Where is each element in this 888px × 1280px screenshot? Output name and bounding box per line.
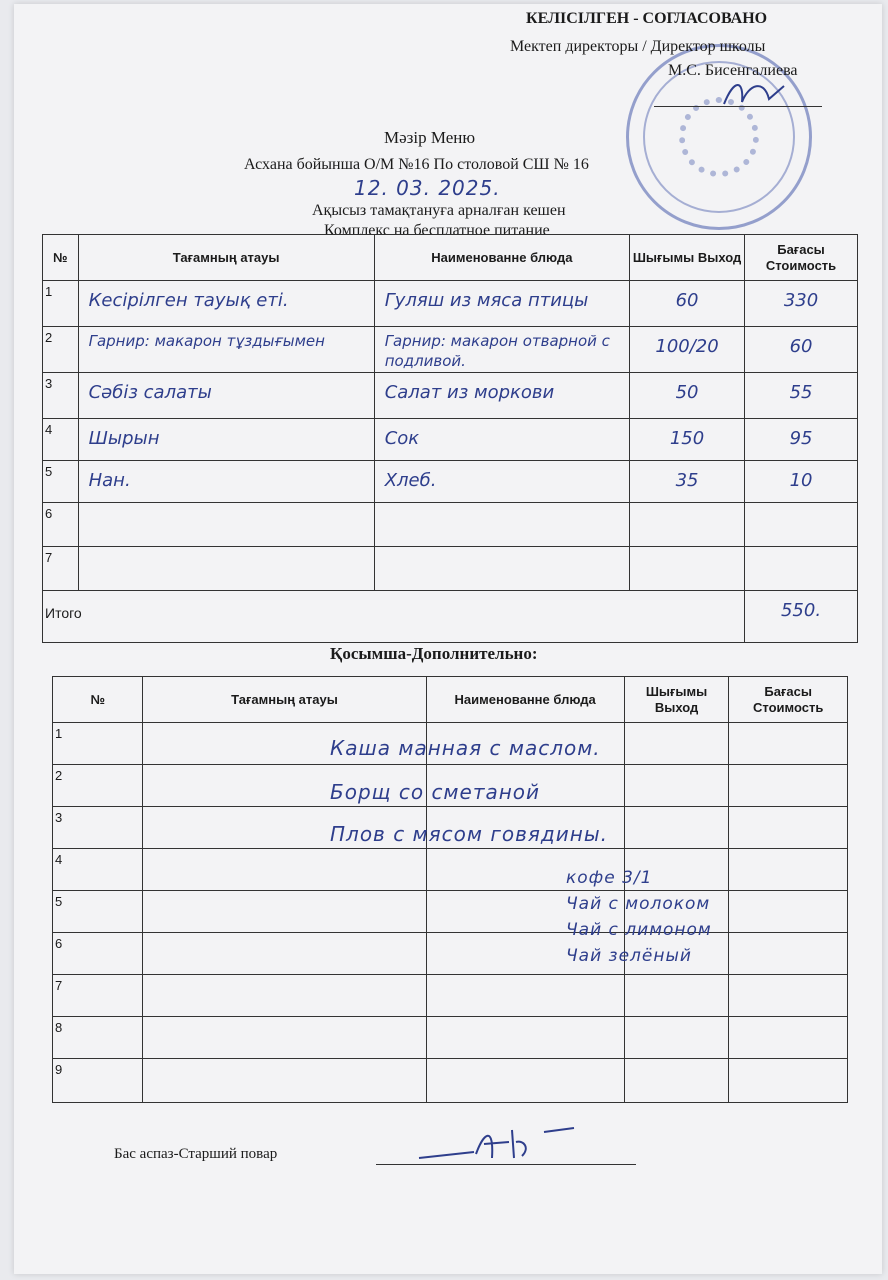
dish-name-kz: Гарнир: макарон тұздығымен (88, 332, 325, 350)
page-title: Мәзір Меню (384, 128, 476, 147)
complex-title-ru: Комплекс на бесплатное питание (324, 222, 550, 239)
table-row: 4 Шырын Сок 150 95 (43, 419, 858, 461)
total-value: 550. (780, 600, 822, 621)
total-row (43, 591, 858, 643)
dish-output: 150 (669, 428, 705, 449)
canteen-subtitle: Асхана бойынша О/М №16 По столовой СШ № 16 (244, 156, 589, 173)
col-output-header: Шығымы Выход (624, 677, 729, 723)
extra-note: Чай с молоком (566, 894, 711, 914)
dish-price: 95 (789, 428, 813, 449)
dish-price: 60 (789, 336, 813, 357)
cook-signature (414, 1122, 584, 1166)
dish-name-ru: Сок (384, 428, 420, 449)
table-row: 3 Сәбіз салаты Салат из моркови 50 55 (43, 373, 858, 419)
dish-name-ru: Салат из моркови (384, 382, 555, 403)
menu-date: 12. 03. 2025. (354, 176, 501, 200)
table-row: 6 (53, 933, 848, 975)
table-row: 8 (53, 1017, 848, 1059)
dish-name-kz: Нан. (88, 470, 131, 491)
total-label: Итого (43, 591, 745, 643)
dish-name-ru: Гарнир: макарон отварной с подливой. (384, 332, 610, 370)
dish-name-kz: Сәбіз салаты (88, 382, 212, 403)
director-role: Мектеп директоры / Директор школы (510, 38, 766, 55)
col-price-header: Бағасы Стоимость (745, 235, 858, 281)
dish-output: 35 (675, 470, 699, 491)
approval-heading: КЕЛІСІЛГЕН - СОГЛАСОВАНО (526, 10, 768, 27)
dish-output: 60 (675, 290, 699, 311)
extra-note: Чай зелёный (566, 946, 692, 966)
table-row: 7 (43, 547, 858, 591)
col-name-kz-header: Тағамның атауы (143, 677, 426, 723)
dish-price: 55 (789, 382, 813, 403)
cook-label: Бас аспаз-Старший повар (114, 1146, 278, 1162)
table-row: 2 (53, 765, 848, 807)
table-row: 2 Гарнир: макарон тұздығымен Гарнир: макарон отварной с подливой. 100/20 60 (43, 327, 858, 373)
dish-output: 50 (675, 382, 699, 403)
table-row: 9 (53, 1059, 848, 1103)
extra-note: Каша манная с маслом. (330, 736, 601, 760)
menu-sheet (14, 4, 882, 1274)
table-row: 7 (53, 975, 848, 1017)
col-name-ru-header: Наименованне блюда (374, 235, 629, 281)
extra-note: Борщ со сметаной (330, 780, 541, 804)
table-row: 4 (53, 849, 848, 891)
dish-name-kz: Кесірілген тауық еті. (88, 290, 289, 311)
extra-note: Плов с мясом говядины. (330, 822, 608, 846)
dish-name-ru: Гуляш из мяса птицы (384, 290, 589, 311)
main-menu-table (42, 234, 858, 643)
table-row: 5 Нан. Хлеб. 35 10 (43, 461, 858, 503)
col-name-ru-header: Наименованне блюда (426, 677, 624, 723)
table-row: 1 (53, 723, 848, 765)
col-price-header: Бағасы Стоимость (729, 677, 848, 723)
col-number-header: № (43, 235, 79, 281)
table-row: 3 (53, 807, 848, 849)
director-name: М.С. Бисенгалиева (668, 62, 798, 79)
dish-price: 10 (789, 470, 813, 491)
complex-title-kz: Ақысыз тамақтануға арналған кешен (312, 202, 566, 219)
dish-output: 100/20 (655, 336, 719, 357)
table-row: 5 (53, 891, 848, 933)
table-row: 6 (43, 503, 858, 547)
col-output-header: Шығымы Выход (630, 235, 745, 281)
director-signature (714, 74, 794, 114)
col-name-kz-header: Тағамның атауы (78, 235, 374, 281)
col-number-header: № (53, 677, 143, 723)
table-row: 1 Кесірілген тауық еті. Гуляш из мяса птицы 60 330 (43, 281, 858, 327)
extra-section-title: Қосымша-Дополнительно: (330, 644, 538, 663)
extra-note: кофе 3/1 (566, 868, 653, 888)
dish-price: 330 (783, 290, 819, 311)
dish-name-ru: Хлеб. (384, 470, 437, 491)
dish-name-kz: Шырын (88, 428, 160, 449)
extra-note: Чай с лимоном (566, 920, 712, 940)
